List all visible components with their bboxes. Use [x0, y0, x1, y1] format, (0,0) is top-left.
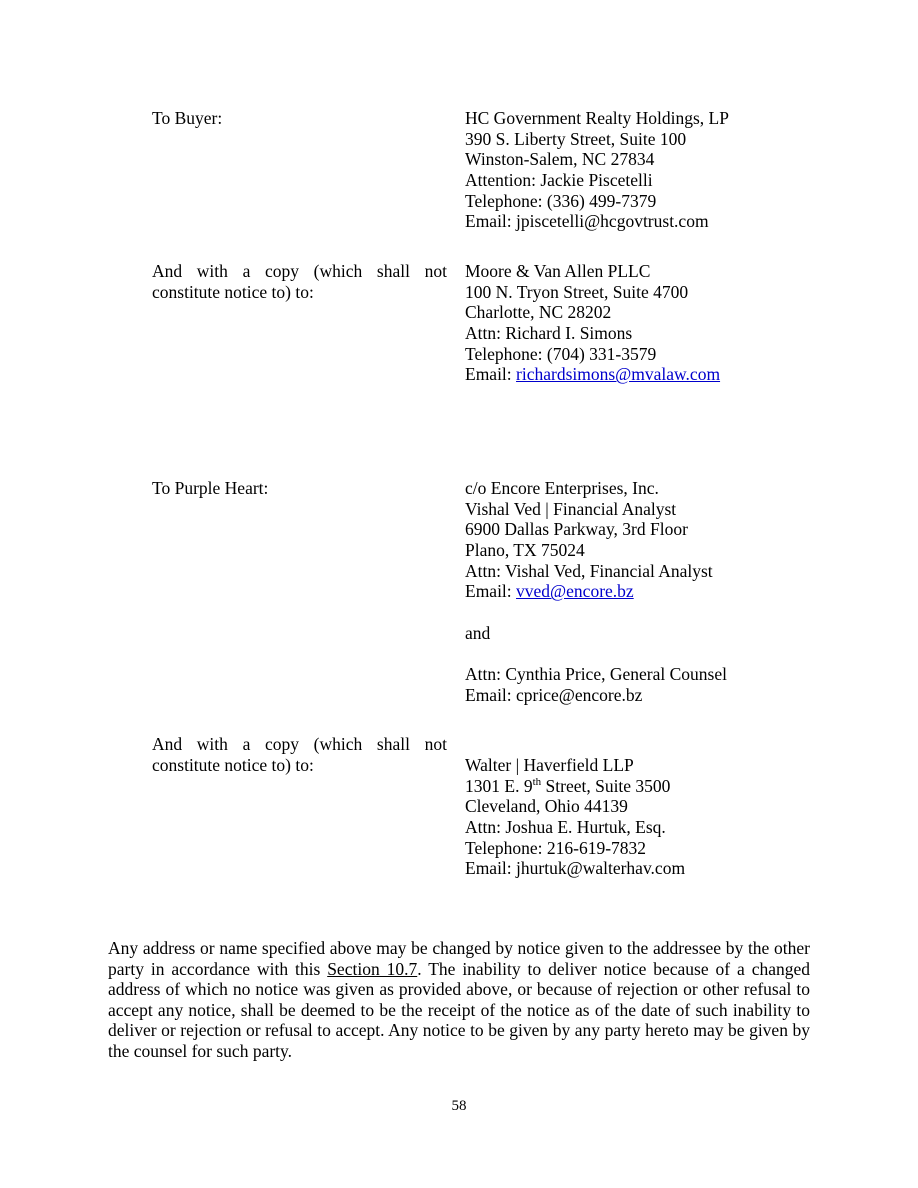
- paragraph-after: . The inability to deliver notice because of a changed address of which no notice was given as provided above, or because of rejection or other refusal to accept any notice, shall be deemed to be the receipt of the notice as of the date of such inability to deliver or rejection or refusal to accept. Any notice to be given by any party hereto may be given by the counsel for such party.: [108, 958, 810, 1061]
- purple-heart-second-attn: Attn: Cynthia Price, General Counsel: [465, 664, 727, 685]
- purple-heart-email-prefix: Email:: [465, 581, 517, 602]
- purple-heart-label: To Purple Heart:: [152, 478, 269, 498]
- purple-heart-address: [465, 478, 885, 706]
- purple-heart-email-link[interactable]: vved@encore.bz: [516, 581, 634, 602]
- street-superscript: th: [532, 775, 542, 788]
- buyer-copy-email-line: [465, 364, 885, 385]
- buyer-address-line: Winston-Salem, NC 27834: [465, 149, 655, 170]
- buyer-copy-line: 100 N. Tryon Street, Suite 4700: [465, 281, 689, 302]
- paragraph-before: Any address or name specified above may be changed by notice given to the addressee by the other party in accordance with this: [108, 938, 810, 979]
- purple-heart-second-email: Email: cprice@encore.bz: [465, 684, 643, 705]
- buyer-address-line: HC Government Realty Holdings, LP: [465, 108, 729, 128]
- purple-heart-copy-line: Cleveland, Ohio 44139: [465, 796, 628, 817]
- purple-heart-line: Vishal Ved | Financial Analyst: [465, 498, 677, 519]
- purple-heart-line: Attn: Vishal Ved, Financial Analyst: [465, 560, 713, 581]
- buyer-copy-email-prefix: Email:: [465, 364, 517, 385]
- buyer-copy-email-link[interactable]: richardsimons@mvalaw.com: [516, 364, 721, 385]
- buyer-copy-line: Telephone: (704) 331-3579: [465, 343, 657, 364]
- and-text: and: [465, 622, 491, 643]
- purple-heart-copy-address: [465, 755, 885, 879]
- purple-heart-copy-line: Email: jhurtuk@walterhav.com: [465, 858, 686, 879]
- buyer-copy-label: And with a copy (which shall not constitute notice to) to:: [152, 261, 447, 302]
- buyer-address-line: Email: jpiscetelli@hcgovtrust.com: [465, 211, 709, 232]
- blank-line: [465, 602, 885, 623]
- purple-heart-copy-line: Telephone: 216-619-7832: [465, 837, 647, 858]
- buyer-label: To Buyer:: [152, 108, 223, 128]
- page-number: 58: [451, 1098, 467, 1114]
- purple-heart-line: Plano, TX 75024: [465, 540, 585, 561]
- buyer-copy-line: Attn: Richard I. Simons: [465, 323, 633, 344]
- street-prefix: 1301 E. 9: [465, 775, 533, 796]
- notice-change-paragraph: [108, 938, 810, 1062]
- purple-heart-copy-firm: Walter | Haverfield LLP: [465, 755, 634, 775]
- buyer-copy-line: Moore & Van Allen PLLC: [465, 261, 651, 281]
- purple-heart-line: 6900 Dallas Parkway, 3rd Floor: [465, 519, 688, 540]
- purple-heart-line: c/o Encore Enterprises, Inc.: [465, 478, 659, 498]
- purple-heart-copy-line: Attn: Joshua E. Hurtuk, Esq.: [465, 817, 666, 838]
- buyer-copy-line: Charlotte, NC 28202: [465, 302, 612, 323]
- purple-heart-email-line: [465, 581, 885, 602]
- purple-heart-copy-label: And with a copy (which shall not constitute notice to) to:: [152, 734, 447, 775]
- street-suffix: Street, Suite 3500: [541, 775, 671, 796]
- buyer-address: [465, 108, 885, 232]
- buyer-copy-address: [465, 261, 885, 385]
- blank-line: [465, 644, 885, 665]
- buyer-address-line: Attention: Jackie Piscetelli: [465, 170, 653, 191]
- buyer-address-line: 390 S. Liberty Street, Suite 100: [465, 128, 687, 149]
- buyer-address-line: Telephone: (336) 499-7379: [465, 190, 657, 211]
- section-reference: Section 10.7: [327, 958, 418, 979]
- purple-heart-copy-street: [465, 776, 885, 797]
